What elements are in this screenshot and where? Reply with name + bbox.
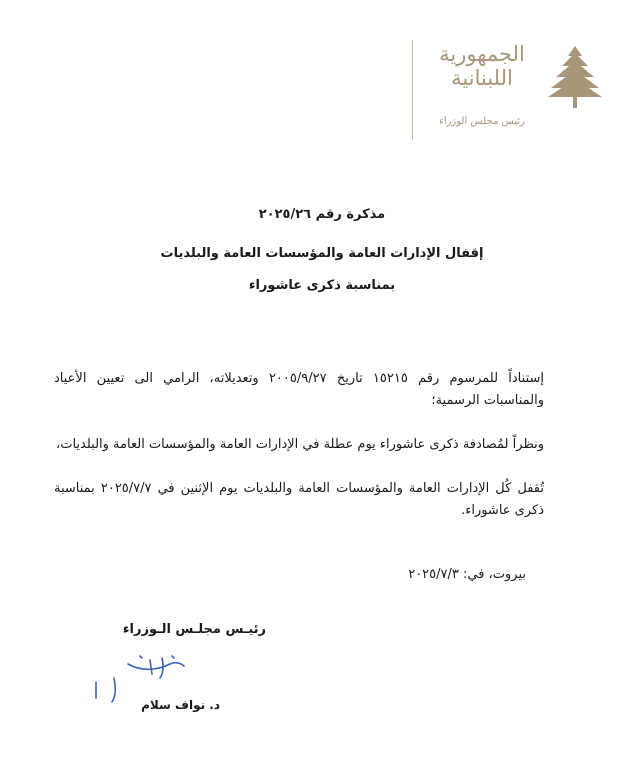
letterhead: [412, 40, 608, 140]
paragraph-legal-basis: إستناداً للمرسوم رقم ١٥٢١٥ تاريخ ٢٠٠٥/٩/٢٧ وتعديلاته، الرامي الى تعيين الأعياد والمناسبات الرسمية؛: [54, 371, 544, 408]
handwritten-signature: [84, 652, 194, 704]
emblem-line-2: اللبنانية: [451, 66, 513, 90]
republic-emblem-text: [422, 42, 542, 90]
memo-number: مذكرة رقم ٢٠٢٥/٢٦: [258, 207, 386, 222]
paragraph-decision: تُقفل كُل الإدارات العامة والمؤسسات العامة والبلديات يوم الإثنين في ٢٠٢٥/٧/٧ بمناسبة ذكرى عاشوراء.: [54, 481, 545, 518]
emblem-line-1: الجمهورية: [439, 42, 525, 66]
place-and-date: بيروت، في: ٢٠٢٥/٧/٣: [408, 567, 526, 582]
paragraph-reason: ونظراً لمُصادفة ذكرى عاشوراء يوم عطلة في الإدارات العامة والمؤسسات العامة والبلديات،: [56, 437, 544, 452]
signatory-title: رئيـس مجلـس الـوزراء: [122, 622, 266, 637]
cedar-tree-icon: [548, 44, 602, 110]
office-name: رئيس مجلس الوزراء: [439, 116, 525, 127]
memo-subtitle: بمناسبة ذكرى عاشوراء: [248, 278, 396, 293]
signatory-name: د. نواف سلام: [141, 698, 220, 712]
letterhead-divider: [412, 40, 413, 140]
memo-title: إقفال الإدارات العامة والمؤسسات العامة والبلديات: [160, 246, 484, 261]
